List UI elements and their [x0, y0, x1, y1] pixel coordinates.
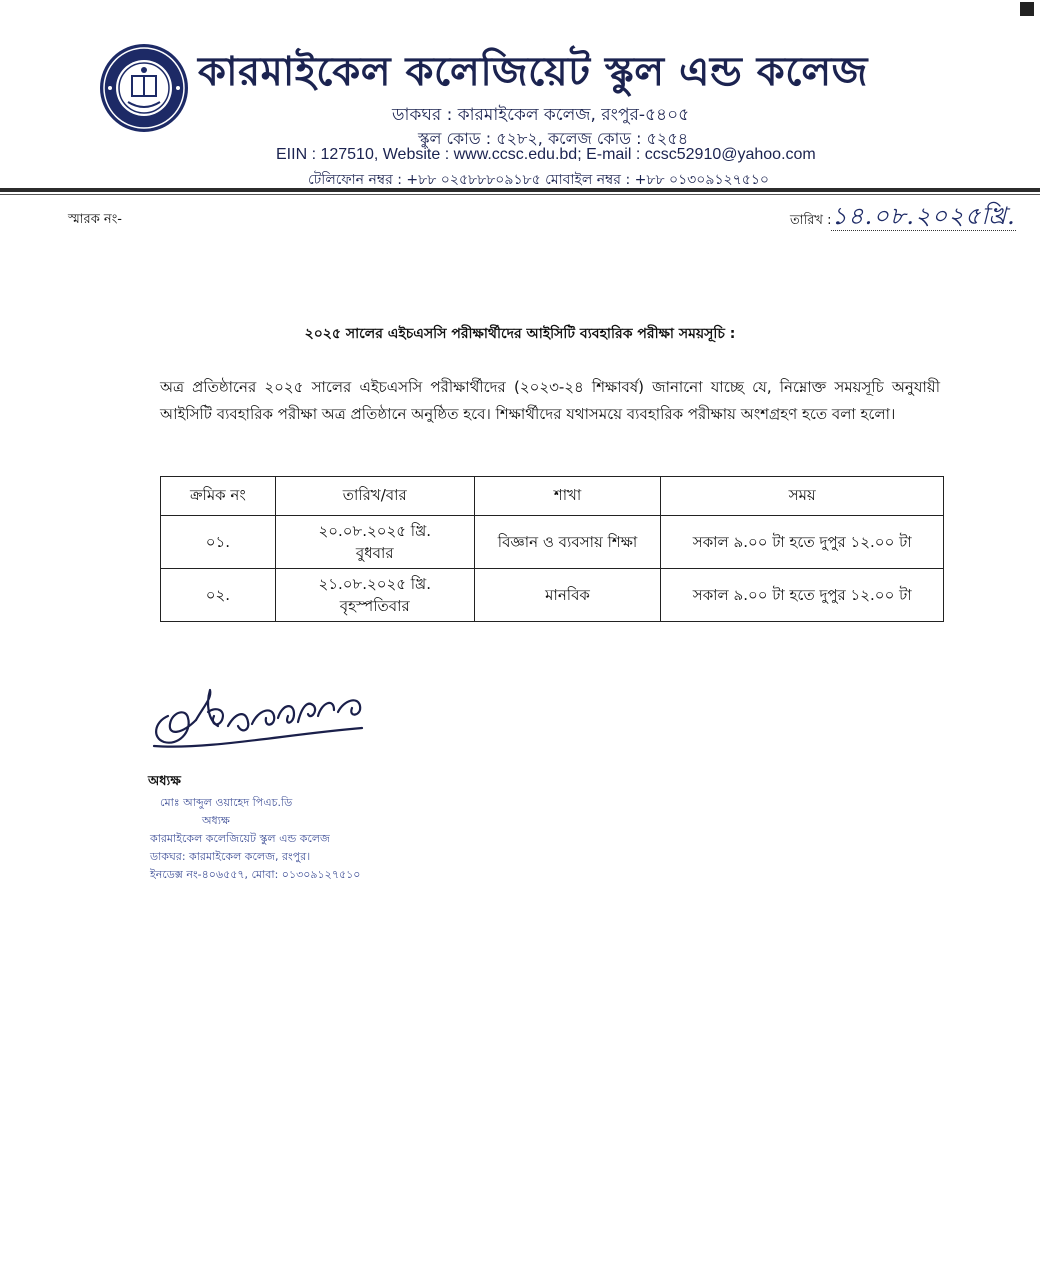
principal-signature: [148, 676, 398, 764]
header-time: সময়: [661, 477, 944, 516]
header-group: শাখা: [474, 477, 661, 516]
cell-time: সকাল ৯.০০ টা হতে দুপুর ১২.০০ টা: [661, 516, 944, 569]
eiin-contact-line: EIIN : 127510, Website : www.ccsc.edu.bd; E-mail : ccsc52910@yahoo.com: [276, 146, 816, 163]
stamp-title: অধ্যক্ষ: [202, 814, 230, 827]
phone-line: টেলিফোন নম্বর : +৮৮ ০২৫৮৮৮০৯১৮৫ মোবাইল নম্বর : +৮৮ ০১৩০৯১২৭৫১০: [308, 172, 770, 188]
college-crest-logo: [98, 42, 190, 134]
cell-group: বিজ্ঞান ও ব্যবসায় শিক্ষা: [474, 516, 661, 569]
header-serial: ক্রমিক নং: [161, 477, 276, 516]
college-address: ডাকঘর : কারমাইকেল কলেজ, রংপুর-৫৪০৫: [392, 105, 690, 125]
notice-body: অত্র প্রতিষ্ঠানের ২০২৫ সালের এইচএসসি পরীক্ষার্থীদের (২০২৩-২৪ শিক্ষাবর্ষ) জানানো যাচ্ছে যে, নিম্নোক্ত সময়সূচি অনুযায়ী আইসিটি ব্যবহারিক পরীক্ষা অত্র প্রতিষ্ঠানে অনুষ্ঠিত হবে। শিক্ষার্থীদের যথাসময়ে ব্যবহারিক পরীক্ষায় অংশগ্রহণ হতে বলা হলো।: [160, 378, 940, 423]
stamp-address: ডাকঘর: কারমাইকেল কলেজ, রংপুর।: [150, 850, 311, 863]
cell-group: মানবিক: [474, 569, 661, 622]
stamp-name: মোঃ আব্দুল ওয়াহেদ পিএচ.ডি: [160, 796, 293, 809]
schedule-table: [160, 476, 944, 622]
notice-title: ২০২৫ সালের এইচএসসি পরীক্ষার্থীদের আইসিটি ব্যবহারিক পরীক্ষা সময়সূচি :: [304, 326, 736, 342]
cell-date: ২১.০৮.২০২৫ খ্রি.: [318, 575, 431, 593]
cell-serial: ০১.: [161, 516, 276, 569]
table-row: [161, 569, 944, 622]
header-date-day: তারিখ/বার: [275, 477, 474, 516]
date-label: তারিখ :: [790, 213, 832, 228]
cell-date-day: [275, 516, 474, 569]
stamp-institution: কারমাইকেল কলেজিয়েট স্কুল এন্ড কলেজ: [150, 832, 330, 845]
stamp-index-mobile: ইনডেক্স নং-৪০৬৫৫৭, মোবা: ০১৩০৯১২৭৫১০: [150, 868, 361, 881]
cell-date: ২০.০৮.২০২৫ খ্রি.: [318, 522, 432, 540]
college-name: কারমাইকেল কলেজিয়েট স্কুল এন্ড কলেজ: [198, 49, 868, 95]
table-row: [161, 516, 944, 569]
date-value: ১৪.০৮.২০২৫খ্রি.: [831, 202, 1016, 230]
cell-serial: ০২.: [161, 569, 276, 622]
cell-day: বৃহস্পতিবার: [339, 597, 410, 615]
official-stamp: [150, 794, 360, 884]
memo-number-label: স্মারক নং-: [68, 212, 122, 227]
cell-day: বুধবার: [355, 544, 394, 562]
corner-mark: [1020, 2, 1034, 16]
table-header-row: [161, 477, 944, 516]
date-field: [790, 198, 1016, 238]
signatory-role: অধ্যক্ষ: [148, 774, 181, 789]
header-divider: [0, 188, 1040, 192]
header-divider-thin: [0, 194, 1040, 195]
cell-time: সকাল ৯.০০ টা হতে দুপুর ১২.০০ টা: [661, 569, 944, 622]
institution-codes: স্কুল কোড : ৫২৮২, কলেজ কোড : ৫২৫৪: [418, 129, 689, 148]
cell-date-day: [275, 569, 474, 622]
